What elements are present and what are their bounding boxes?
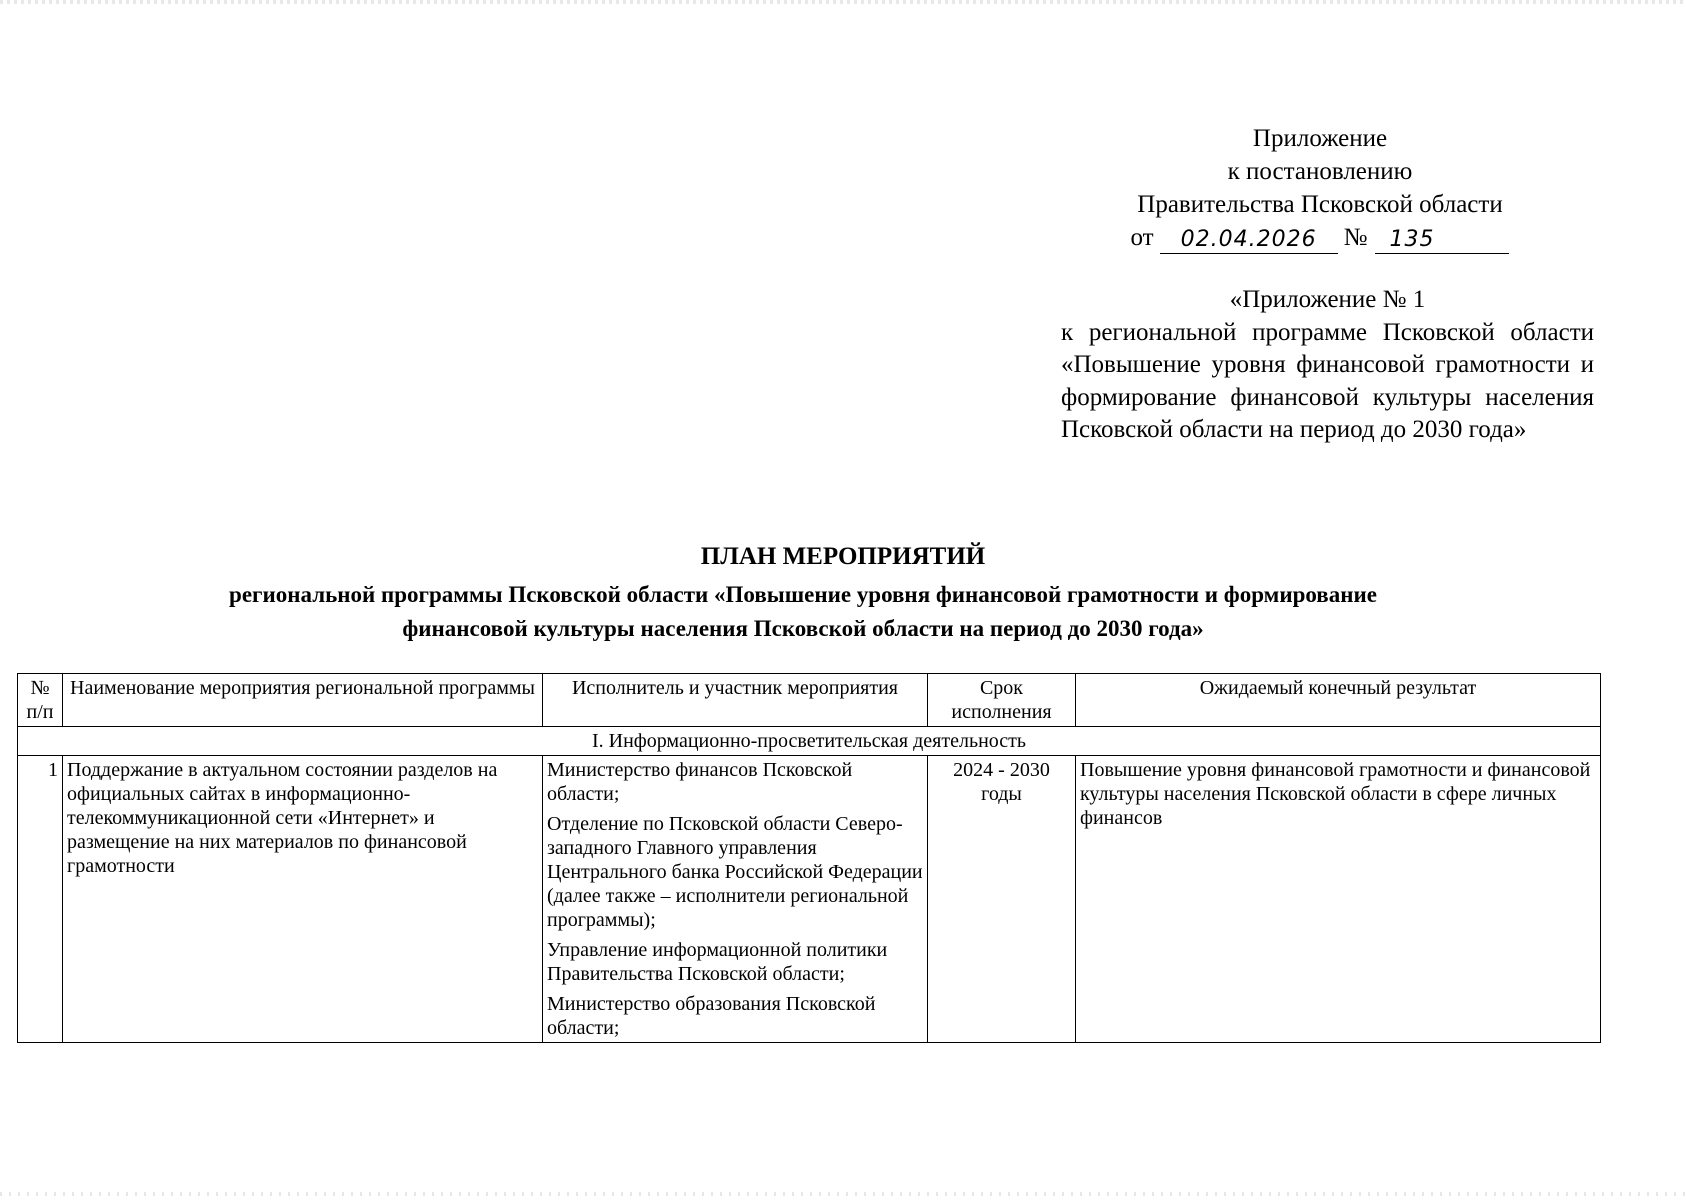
subtitle-line-1: региональной программы Псковской области «Повышение уровня финансовой грамотности и формирование [229,582,1377,607]
subtitle-line-2: финансовой культуры населения Псковской области на период до 2030 года» [402,616,1204,641]
approval-stamp [1080,122,1560,254]
row-executors [543,756,928,1043]
table-header-row [18,674,1601,727]
appendix-head: «Приложение № 1 [1229,286,1426,313]
appendix-reference [1061,284,1594,447]
approval-line-2: к постановлению [1227,158,1413,185]
plan-table [17,673,1601,1043]
header-term: Срок исполнения [928,674,1076,727]
page-subtitle [23,578,1583,646]
approval-line-1: Приложение [1252,125,1388,152]
appendix-body: к региональной программе Псковской области «Повышение уровня финансовой грамотности и формирование финансовой культуры населения Псковской области на период до 2030 года» [1061,318,1594,443]
executor-item: Министерство образования Псковской области; [547,993,876,1039]
page-title: ПЛАН МЕРОПРИЯТИЙ [700,543,986,570]
executor-item: Управление информационной политики Правительства Псковской области; [547,939,888,985]
header-num: № п/п [18,674,63,727]
table-row [18,756,1601,1043]
row-result: Повышение уровня финансовой грамотности и финансовой культуры населения Псковской области в сфере личных финансов [1076,756,1601,1043]
handwritten-date: 02.04.2026 [1160,227,1338,254]
approval-date-line [1080,221,1560,254]
date-prefix: от [1130,224,1154,251]
row-num: 1 [18,756,63,1043]
header-result: Ожидаемый конечный результат [1076,674,1601,727]
header-executor: Исполнитель и участник мероприятия [543,674,928,727]
approval-line-3: Правительства Псковской области [1137,191,1503,218]
handwritten-number: 135 [1375,227,1509,254]
section-title: I. Информационно-просветительская деятельность [18,727,1601,756]
executor-item: Отделение по Псковской области Северо-западного Главного управления Центрального банка Российской Федерации (далее также – исполнители региональной программы); [547,813,923,931]
number-sign: № [1343,224,1368,251]
executor-item: Министерство финансов Псковской области; [547,759,853,805]
row-term: 2024 - 2030 годы [928,756,1076,1043]
scan-edge-bottom [0,1192,1686,1196]
header-name: Наименование мероприятия региональной программы [63,674,543,727]
section-row [18,727,1601,756]
scan-edge-top [0,0,1686,4]
row-name: Поддержание в актуальном состоянии разделов на официальных сайтах в информационно-телекоммуникационной сети «Интернет» и размещение на них материалов по финансовой грамотности [63,756,543,1043]
